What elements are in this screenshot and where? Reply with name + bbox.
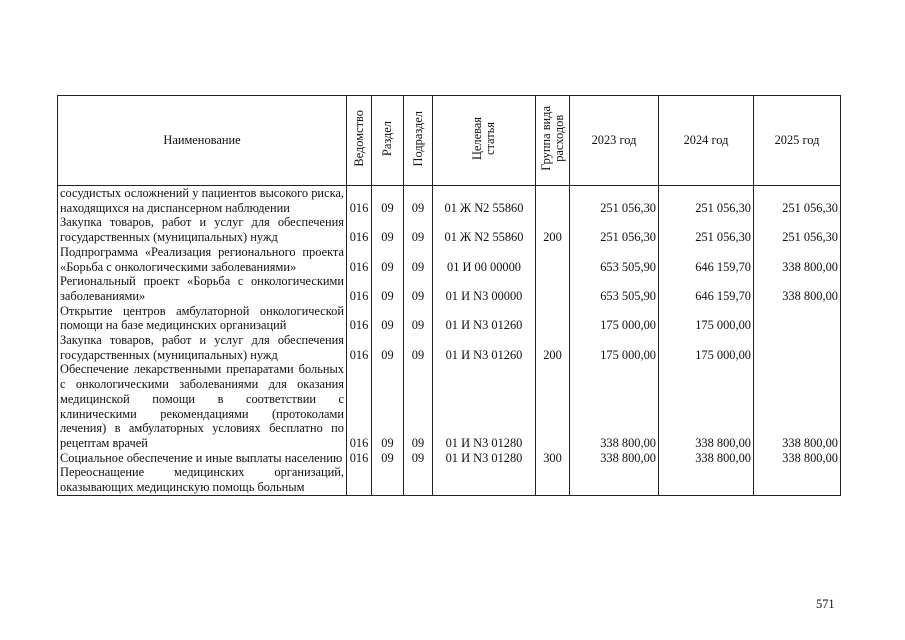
row-target: 01 Ж N2 55860 [433, 186, 536, 216]
header-subsection-label: Подраздел [410, 110, 425, 167]
row-subsection [404, 465, 433, 495]
header-name [58, 96, 347, 186]
row-subsection: 09 [404, 304, 433, 333]
row-name: Региональный проект «Борьба с онкологическими заболеваниями» [58, 274, 347, 303]
row-section [372, 465, 404, 495]
row-target [433, 465, 536, 495]
row-subsection: 09 [404, 215, 433, 244]
row-name: Открытие центров амбулаторной онкологической помощи на базе медицинских организаций [58, 304, 347, 333]
row-section: 09 [372, 333, 404, 362]
row-name: Переоснащение медицинских организаций, оказывающих медицинскую помощь больным [58, 465, 347, 495]
row-2025 [754, 333, 841, 362]
row-dept: 016 [347, 245, 372, 274]
header-exptype-label: Группа вида расходов [538, 106, 566, 172]
row-dept: 016 [347, 451, 372, 466]
row-2024: 646 159,70 [659, 274, 754, 303]
header-exptype [536, 96, 570, 186]
row-2025 [754, 465, 841, 495]
row-2024: 251 056,30 [659, 215, 754, 244]
row-name: Закупка товаров, работ и услуг для обеспечения государственных (муниципальных) нужд [58, 215, 347, 244]
row-exptype [536, 186, 570, 216]
header-target [433, 96, 536, 186]
row-2024: 175 000,00 [659, 333, 754, 362]
row-2023: 653 505,90 [570, 245, 659, 274]
row-name: сосудистых осложнений у пациентов высокого риска, находящихся на диспансерном наблюдении [58, 186, 347, 216]
table-row [58, 186, 841, 216]
row-section: 09 [372, 186, 404, 216]
row-dept: 016 [347, 215, 372, 244]
row-2023: 175 000,00 [570, 333, 659, 362]
header-2025: 2025 год [754, 96, 841, 186]
table-row [58, 274, 841, 303]
row-name: Обеспечение лекарственными препаратами больных с онкологическими заболеваниями для оказания медицинской помощи в соответствии с клиническими рекомендациями (протоколами лечения) в амбулаторных условиях бесплатно по рецептам врачей [58, 362, 347, 450]
row-subsection: 09 [404, 333, 433, 362]
row-exptype [536, 245, 570, 274]
header-dept [347, 96, 372, 186]
row-exptype [536, 362, 570, 450]
row-2023: 338 800,00 [570, 362, 659, 450]
header-section [372, 96, 404, 186]
row-2024: 175 000,00 [659, 304, 754, 333]
row-2024 [659, 465, 754, 495]
row-subsection: 09 [404, 362, 433, 450]
row-2023: 251 056,30 [570, 186, 659, 216]
header-subsection [404, 96, 433, 186]
header-2024: 2024 год [659, 96, 754, 186]
row-target: 01 И N3 01260 [433, 304, 536, 333]
row-exptype: 200 [536, 333, 570, 362]
row-2025: 338 800,00 [754, 362, 841, 450]
row-2023: 175 000,00 [570, 304, 659, 333]
row-section: 09 [372, 451, 404, 466]
row-exptype: 300 [536, 451, 570, 466]
row-target: 01 И N3 01280 [433, 362, 536, 450]
header-row [58, 96, 841, 186]
header-dept-label: Ведомство [351, 110, 366, 167]
row-dept: 016 [347, 304, 372, 333]
row-2024: 646 159,70 [659, 245, 754, 274]
row-exptype: 200 [536, 215, 570, 244]
page-number: 571 [816, 597, 835, 611]
row-subsection: 09 [404, 186, 433, 216]
row-name: Подпрограмма «Реализация регионального проекта «Борьба с онкологическими заболеваниями» [58, 245, 347, 274]
row-dept: 016 [347, 274, 372, 303]
row-target: 01 И N3 00000 [433, 274, 536, 303]
row-2023: 338 800,00 [570, 451, 659, 466]
row-2025: 251 056,30 [754, 215, 841, 244]
row-subsection: 09 [404, 451, 433, 466]
table-row [58, 465, 841, 495]
table-row [58, 245, 841, 274]
row-section: 09 [372, 304, 404, 333]
row-target: 01 И 00 00000 [433, 245, 536, 274]
header-section-label: Раздел [380, 121, 394, 157]
budget-table [57, 95, 841, 496]
row-name: Социальное обеспечение и иные выплаты населению [58, 451, 347, 466]
row-name: Закупка товаров, работ и услуг для обеспечения государственных (муниципальных) нужд [58, 333, 347, 362]
header-name-label: Наименование [163, 133, 241, 148]
row-target: 01 Ж N2 55860 [433, 215, 536, 244]
row-2024: 338 800,00 [659, 362, 754, 450]
row-target: 01 И N3 01280 [433, 451, 536, 466]
row-2025: 251 056,30 [754, 186, 841, 216]
row-section: 09 [372, 215, 404, 244]
table-row [58, 362, 841, 450]
row-2025 [754, 304, 841, 333]
row-section: 09 [372, 274, 404, 303]
row-2023: 653 505,90 [570, 274, 659, 303]
row-2025: 338 800,00 [754, 245, 841, 274]
row-dept: 016 [347, 186, 372, 216]
row-section: 09 [372, 245, 404, 274]
row-2024: 251 056,30 [659, 186, 754, 216]
table-row [58, 304, 841, 333]
row-2023 [570, 465, 659, 495]
row-target: 01 И N3 01260 [433, 333, 536, 362]
row-dept: 016 [347, 362, 372, 450]
row-subsection: 09 [404, 245, 433, 274]
row-exptype [536, 465, 570, 495]
row-subsection: 09 [404, 274, 433, 303]
table-row [58, 333, 841, 362]
header-2023: 2023 год [570, 96, 659, 186]
row-exptype [536, 304, 570, 333]
row-2025: 338 800,00 [754, 274, 841, 303]
row-2024: 338 800,00 [659, 451, 754, 466]
table-row [58, 451, 841, 466]
table-row [58, 215, 841, 244]
row-exptype [536, 274, 570, 303]
row-2023: 251 056,30 [570, 215, 659, 244]
row-section: 09 [372, 362, 404, 450]
row-2025: 338 800,00 [754, 451, 841, 466]
row-dept: 016 [347, 333, 372, 362]
header-target-label: Целевая статья [470, 117, 497, 161]
row-dept [347, 465, 372, 495]
